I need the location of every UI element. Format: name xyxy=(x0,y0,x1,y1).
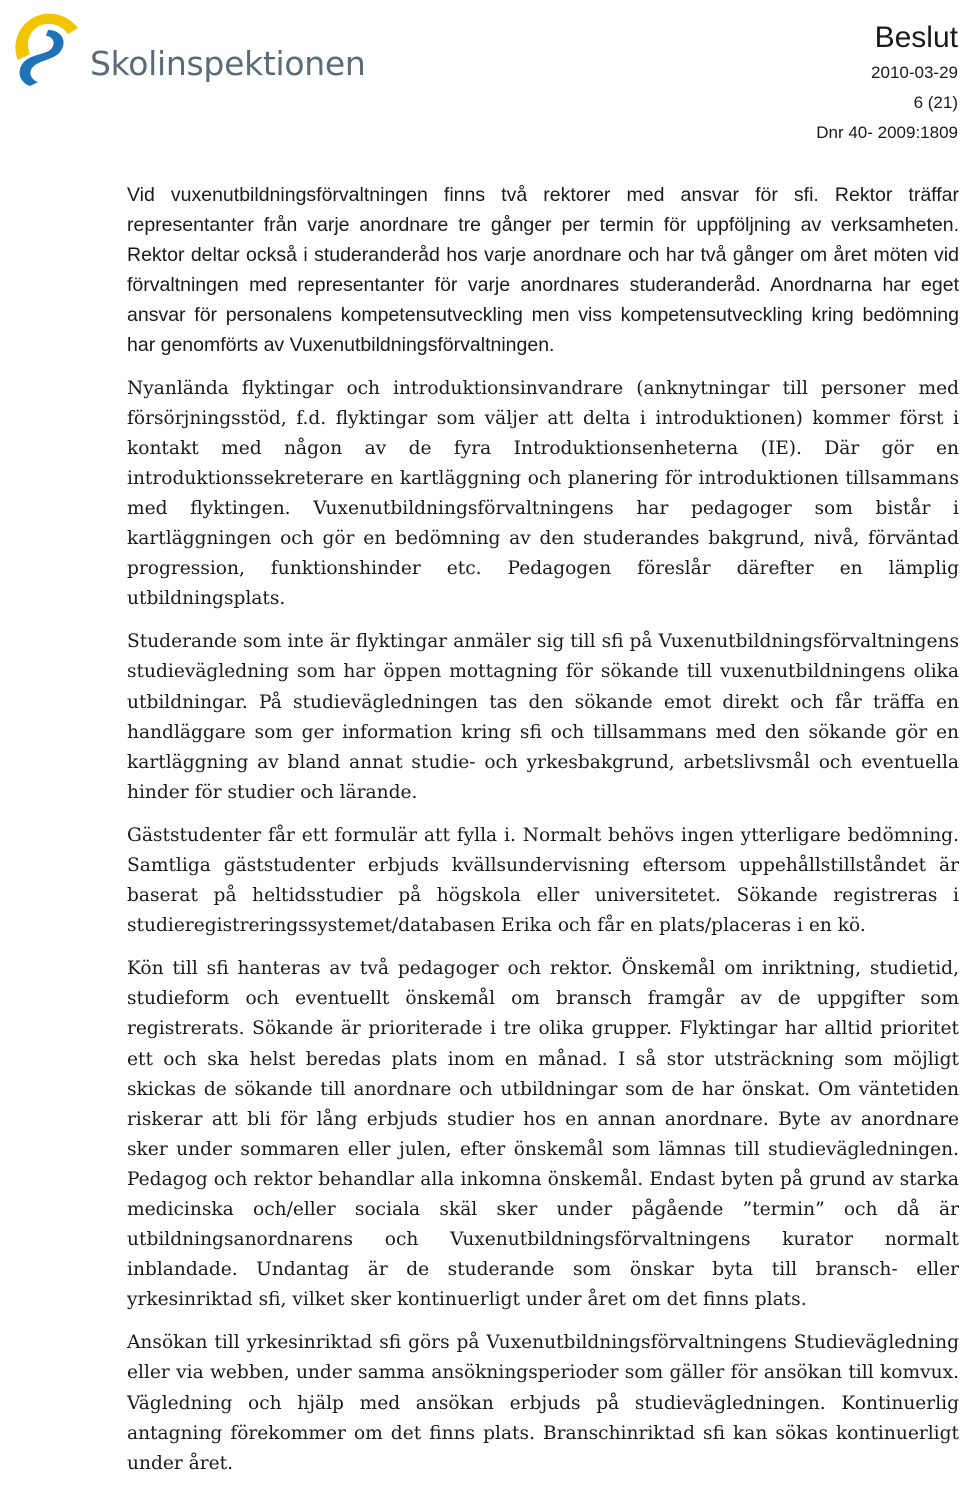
paragraph: Kön till sfi hanteras av två pedagoger och rektor. Önskemål om inriktning, studietid, studieform och eventuellt önskemål om bransch framgår av de uppgifter som registrerats. Sökande är prioriterade i tre olika grupper. Flyktingar har alltid prioritet ett och ska helst beredas plats inom en månad. I så stor utsträckning som möjligt skickas de sökande till anordnare och utbildningar som de har önskat. Om väntetiden riskerar att bli för lång erbjuds studier hos en annan anordnare. Byte av anordnare sker under sommaren eller julen, efter önskemål som lämnas till studievägledningen. Pedagog och rektor behandlar alla inkomna önskemål. Endast byten på grund av starka medicinska och/eller sociala skäl sker under pågående ”termin” och då är utbildningsanordnarens och Vuxenutbildningsförvaltningens kurator normalt inblandade. Undantag är de studerande som önskar byta till bransch- eller yrkesinriktad sfi, vilket sker kontinuerligt under året om det finns plats. xyxy=(127,958,959,1311)
logo-text: Skolinspektionen xyxy=(90,44,366,83)
paragraph: Gäststudenter får ett formulär att fylla i. Normalt behövs ingen ytterligare bedömning. Samtliga gäststudenter erbjuds kvällsundervisning eftersom uppehållstillståndet är baserat på heltidsstudier på högskola eller universitetet. Sökande registreras i studieregistreringssystemet/databasen Erika och får en plats/placeras i en kö. xyxy=(127,824,959,937)
logo-mark-icon xyxy=(8,8,88,88)
skolinspektionen-logo xyxy=(8,8,366,94)
paragraph: Nyanlända flyktingar och introduktionsinvandrare (anknytningar till personer med försörjningsstöd, f.d. flyktingar som väljer att delta i introduktionen) kommer först i kontakt med någon av de fyra Introduktionsenheterna (IE). Där gör en introduktionssekreterare en kartläggning och planering för introduktionen tillsammans med flyktingen. Vuxenutbildningsförvaltningens har pedagoger som bistår i kartläggningen och gör en bedömning av den studerandes bakgrund, nivå, förväntad progression, funktionshinder etc. Pedagogen föreslår därefter en lämplig utbildningsplats. xyxy=(127,377,959,610)
document-body xyxy=(127,180,959,1492)
paragraph: Ansökan till yrkesinriktad sfi görs på Vuxenutbildningsförvaltningens Studievägledning eller via webben, under samma ansökningsperioder som gäller för ansökan till komvux. Vägledning och hjälp med ansökan erbjuds på studievägledningen. Kontinuerlig antagning förekommer om det finns plats. Branschinriktad sfi kan sökas kontinuerligt under året. xyxy=(127,1332,959,1474)
document-date: 2010-03-29 xyxy=(871,63,958,82)
page-number: 6 (21) xyxy=(913,93,958,112)
paragraph: Studerande som inte är flyktingar anmäler sig till sfi på Vuxenutbildningsförvaltningens studievägledning som har öppen mottagning för sökande till vuxenutbildningens olika utbildningar. På studievägledningen tas den sökande emot direkt och får träffa en handläggare som ger information kring sfi och tillsammans med den sökande gör en kartläggning av bland annat studie- och yrkesbakgrund, arbetslivsmål och eventuella hinder för studier och lärande. xyxy=(127,631,959,803)
document-type: Beslut xyxy=(874,21,958,54)
registration-number: Dnr 40- 2009:1809 xyxy=(816,123,958,142)
paragraph: Vid vuxenutbildningsförvaltningen finns två rektorer med ansvar för sfi. Rektor träffar representanter från varje anordnare tre gånger per termin för uppföljning av verksamheten. Rektor deltar också i studeranderåd hos varje anordnare och har två gånger om året möten vid förvaltningen med representanter för varje anordnares studeranderåd. Anordnarna har eget ansvar för personalens kompetensutveckling men viss kompetensutveckling kring bedömning har genomförts av Vuxenutbildningsförvaltningen. xyxy=(127,184,959,357)
document-header xyxy=(816,20,958,148)
